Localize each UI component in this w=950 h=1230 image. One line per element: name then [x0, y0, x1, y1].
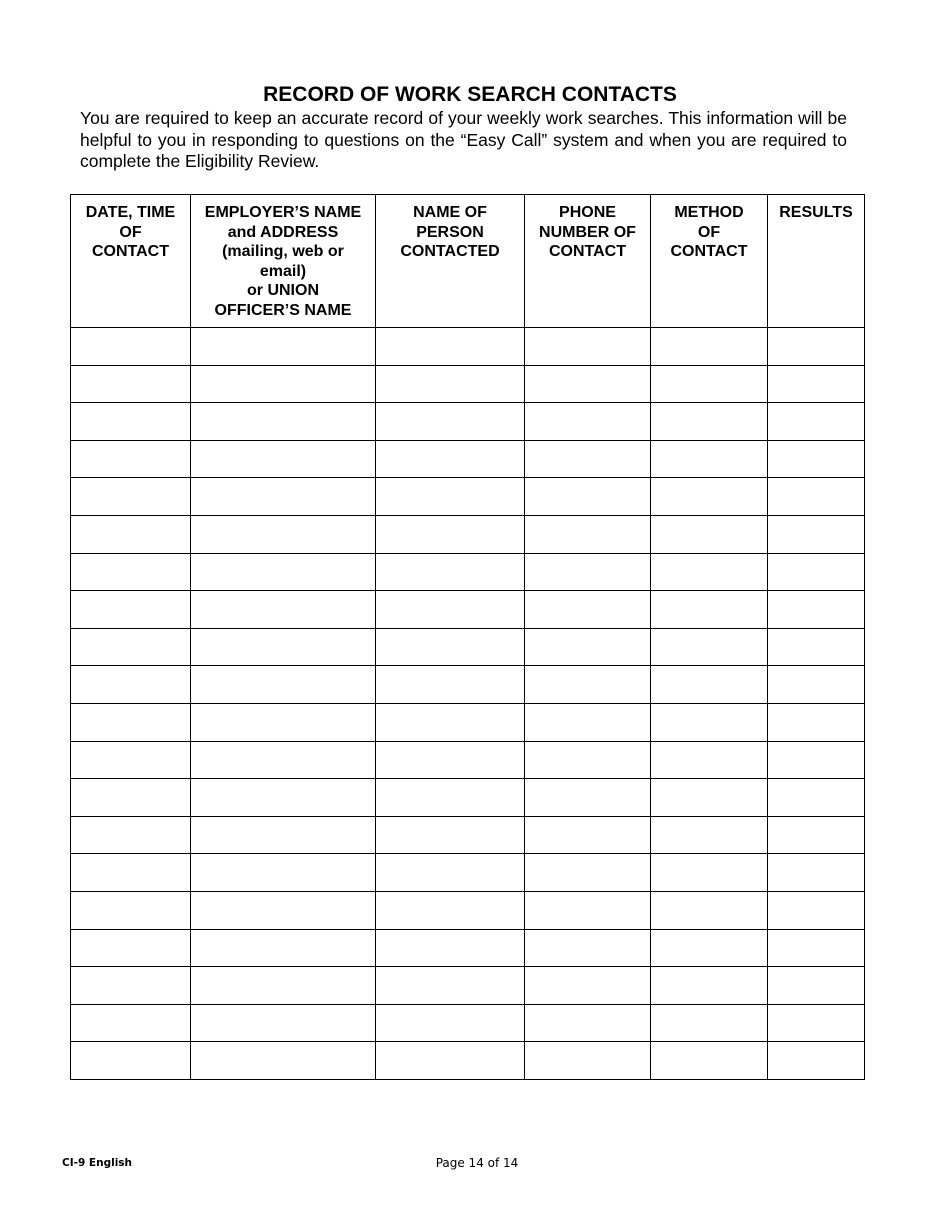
table-row [71, 703, 865, 741]
cell-date-time[interactable] [71, 666, 191, 704]
cell-phone-number[interactable] [525, 703, 651, 741]
table-row [71, 628, 865, 666]
cell-employer[interactable] [191, 816, 376, 854]
table-row [71, 328, 865, 366]
cell-employer[interactable] [191, 515, 376, 553]
cell-phone-number[interactable] [525, 403, 651, 441]
cell-date-time[interactable] [71, 703, 191, 741]
table-row [71, 403, 865, 441]
cell-phone-number[interactable] [525, 553, 651, 591]
cell-person-contacted[interactable] [376, 478, 525, 516]
cell-person-contacted[interactable] [376, 891, 525, 929]
cell-date-time[interactable] [71, 478, 191, 516]
column-header-employer: EMPLOYER’S NAME and ADDRESS (mailing, web or email) or UNION OFFICER’S NAME [191, 195, 376, 328]
cell-method[interactable] [651, 854, 768, 892]
intro-paragraph: You are required to keep an accurate record of your weekly work searches. This information will be helpful to you in responding to questions on the “Easy Call” system and when you are required to complete the Eligibility Review. [80, 108, 847, 171]
cell-employer[interactable] [191, 1004, 376, 1042]
cell-person-contacted[interactable] [376, 440, 525, 478]
cell-method[interactable] [651, 628, 768, 666]
cell-phone-number[interactable] [525, 891, 651, 929]
cell-method[interactable] [651, 478, 768, 516]
cell-employer[interactable] [191, 628, 376, 666]
cell-date-time[interactable] [71, 515, 191, 553]
cell-results[interactable] [768, 478, 865, 516]
cell-phone-number[interactable] [525, 628, 651, 666]
cell-phone-number[interactable] [525, 666, 651, 704]
cell-phone-number[interactable] [525, 741, 651, 779]
cell-person-contacted[interactable] [376, 328, 525, 366]
cell-method[interactable] [651, 929, 768, 967]
cell-results[interactable] [768, 591, 865, 629]
cell-phone-number[interactable] [525, 929, 651, 967]
cell-person-contacted[interactable] [376, 403, 525, 441]
cell-employer[interactable] [191, 591, 376, 629]
cell-employer[interactable] [191, 929, 376, 967]
table-row [71, 591, 865, 629]
cell-employer[interactable] [191, 553, 376, 591]
column-header-phone-number: PHONE NUMBER OF CONTACT [525, 195, 651, 328]
cell-date-time[interactable] [71, 929, 191, 967]
cell-employer[interactable] [191, 365, 376, 403]
cell-date-time[interactable] [71, 628, 191, 666]
cell-person-contacted[interactable] [376, 1042, 525, 1080]
cell-method[interactable] [651, 1004, 768, 1042]
table-header-row [71, 195, 865, 328]
table-row [71, 515, 865, 553]
table-row [71, 666, 865, 704]
cell-results[interactable] [768, 967, 865, 1005]
cell-date-time[interactable] [71, 1004, 191, 1042]
cell-results[interactable] [768, 929, 865, 967]
cell-date-time[interactable] [71, 741, 191, 779]
cell-person-contacted[interactable] [376, 929, 525, 967]
cell-person-contacted[interactable] [376, 628, 525, 666]
table-row [71, 929, 865, 967]
cell-employer[interactable] [191, 854, 376, 892]
cell-date-time[interactable] [71, 1042, 191, 1080]
cell-employer[interactable] [191, 440, 376, 478]
cell-results[interactable] [768, 1042, 865, 1080]
document-title: RECORD OF WORK SEARCH CONTACTS [263, 83, 677, 106]
cell-date-time[interactable] [71, 553, 191, 591]
table-row [71, 440, 865, 478]
cell-date-time[interactable] [71, 779, 191, 817]
cell-results[interactable] [768, 1004, 865, 1042]
column-header-person-contacted: NAME OF PERSON CONTACTED [376, 195, 525, 328]
table-row [71, 478, 865, 516]
column-header-method: METHOD OF CONTACT [651, 195, 768, 328]
cell-date-time[interactable] [71, 854, 191, 892]
cell-method[interactable] [651, 553, 768, 591]
cell-person-contacted[interactable] [376, 741, 525, 779]
cell-employer[interactable] [191, 666, 376, 704]
cell-phone-number[interactable] [525, 478, 651, 516]
cell-date-time[interactable] [71, 403, 191, 441]
cell-person-contacted[interactable] [376, 515, 525, 553]
cell-method[interactable] [651, 741, 768, 779]
cell-results[interactable] [768, 779, 865, 817]
cell-phone-number[interactable] [525, 779, 651, 817]
cell-phone-number[interactable] [525, 967, 651, 1005]
cell-method[interactable] [651, 666, 768, 704]
cell-phone-number[interactable] [525, 515, 651, 553]
cell-method[interactable] [651, 1042, 768, 1080]
table-row [71, 854, 865, 892]
cell-employer[interactable] [191, 779, 376, 817]
cell-person-contacted[interactable] [376, 854, 525, 892]
form-id: CI-9 English [62, 1157, 133, 1169]
cell-phone-number[interactable] [525, 365, 651, 403]
cell-employer[interactable] [191, 328, 376, 366]
cell-phone-number[interactable] [525, 816, 651, 854]
table-row [71, 741, 865, 779]
cell-results[interactable] [768, 440, 865, 478]
cell-person-contacted[interactable] [376, 553, 525, 591]
cell-method[interactable] [651, 967, 768, 1005]
cell-date-time[interactable] [71, 591, 191, 629]
cell-method[interactable] [651, 591, 768, 629]
cell-person-contacted[interactable] [376, 666, 525, 704]
cell-employer[interactable] [191, 478, 376, 516]
cell-person-contacted[interactable] [376, 1004, 525, 1042]
table-body [71, 328, 865, 1080]
cell-date-time[interactable] [71, 816, 191, 854]
cell-phone-number[interactable] [525, 328, 651, 366]
cell-date-time[interactable] [71, 440, 191, 478]
cell-person-contacted[interactable] [376, 779, 525, 817]
cell-results[interactable] [768, 403, 865, 441]
cell-person-contacted[interactable] [376, 365, 525, 403]
table-row [71, 1004, 865, 1042]
cell-person-contacted[interactable] [376, 591, 525, 629]
table-row [71, 779, 865, 817]
cell-results[interactable] [768, 703, 865, 741]
table-row [71, 891, 865, 929]
cell-method[interactable] [651, 703, 768, 741]
cell-results[interactable] [768, 328, 865, 366]
cell-date-time[interactable] [71, 967, 191, 1005]
cell-method[interactable] [651, 891, 768, 929]
cell-employer[interactable] [191, 967, 376, 1005]
cell-results[interactable] [768, 741, 865, 779]
table-row [71, 365, 865, 403]
cell-results[interactable] [768, 553, 865, 591]
cell-method[interactable] [651, 403, 768, 441]
cell-results[interactable] [768, 666, 865, 704]
cell-phone-number[interactable] [525, 1042, 651, 1080]
cell-results[interactable] [768, 891, 865, 929]
table-row [71, 553, 865, 591]
column-header-date-time: DATE, TIME OF CONTACT [71, 195, 191, 328]
cell-method[interactable] [651, 515, 768, 553]
cell-results[interactable] [768, 816, 865, 854]
cell-employer[interactable] [191, 741, 376, 779]
cell-results[interactable] [768, 515, 865, 553]
cell-date-time[interactable] [71, 891, 191, 929]
table-row [71, 816, 865, 854]
cell-employer[interactable] [191, 891, 376, 929]
column-header-results: RESULTS [768, 195, 865, 328]
cell-results[interactable] [768, 628, 865, 666]
cell-person-contacted[interactable] [376, 967, 525, 1005]
cell-date-time[interactable] [71, 365, 191, 403]
cell-results[interactable] [768, 854, 865, 892]
table-row [71, 967, 865, 1005]
cell-results[interactable] [768, 365, 865, 403]
cell-phone-number[interactable] [525, 1004, 651, 1042]
cell-employer[interactable] [191, 1042, 376, 1080]
cell-employer[interactable] [191, 703, 376, 741]
cell-method[interactable] [651, 779, 768, 817]
cell-method[interactable] [651, 328, 768, 366]
cell-phone-number[interactable] [525, 591, 651, 629]
table-row [71, 1042, 865, 1080]
cell-employer[interactable] [191, 403, 376, 441]
work-search-table [70, 194, 865, 1080]
cell-date-time[interactable] [71, 328, 191, 366]
page-number: Page 14 of 14 [435, 1156, 519, 1170]
cell-phone-number[interactable] [525, 440, 651, 478]
cell-method[interactable] [651, 440, 768, 478]
cell-method[interactable] [651, 365, 768, 403]
cell-phone-number[interactable] [525, 854, 651, 892]
cell-person-contacted[interactable] [376, 703, 525, 741]
cell-person-contacted[interactable] [376, 816, 525, 854]
cell-method[interactable] [651, 816, 768, 854]
